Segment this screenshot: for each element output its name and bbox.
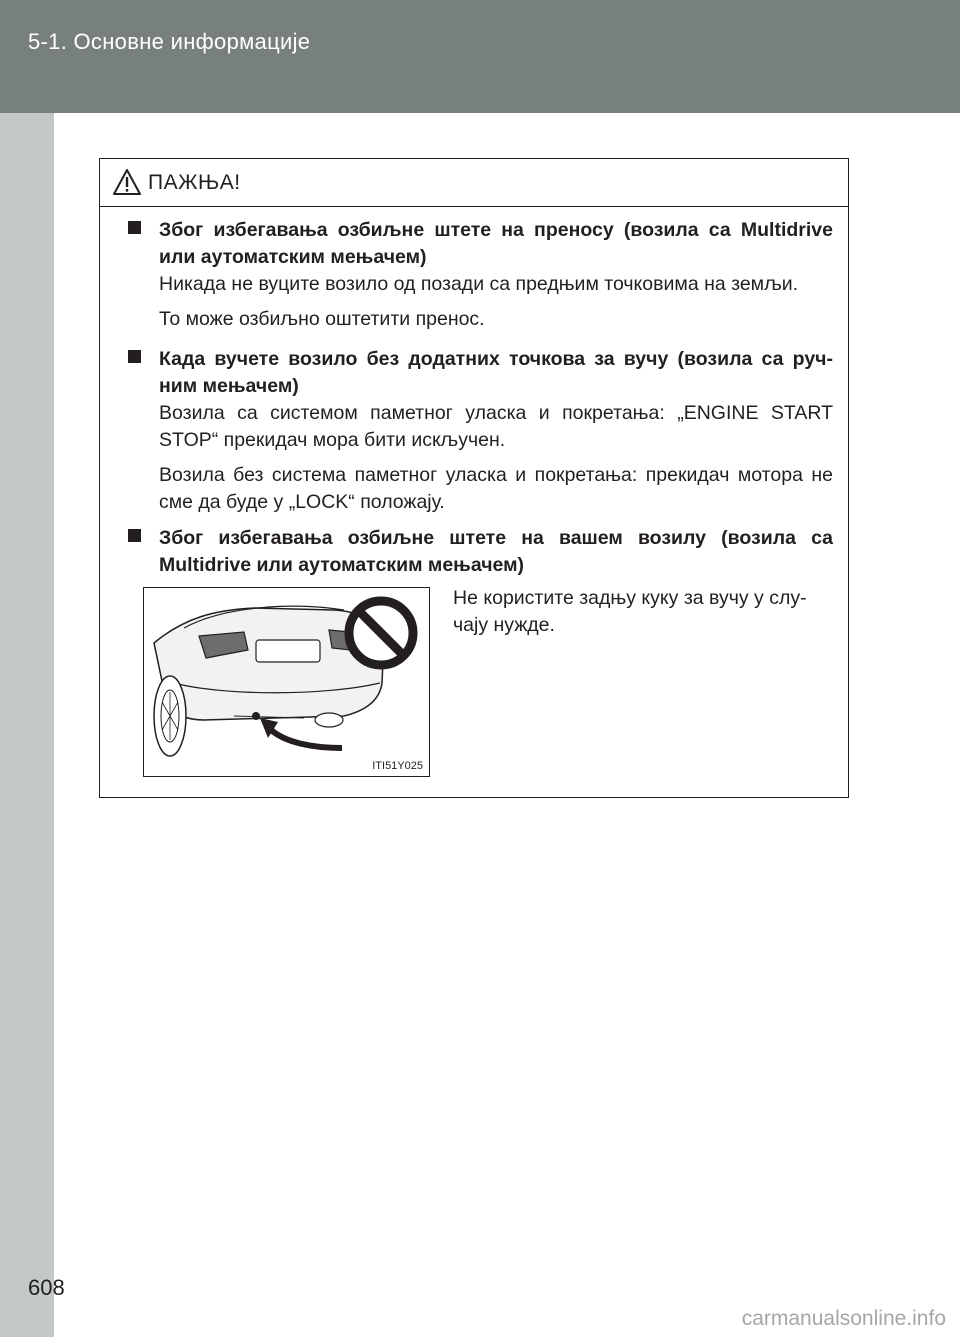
caution-section-manual <box>128 346 833 516</box>
caution-box <box>99 158 849 798</box>
square-bullet-icon <box>128 350 141 363</box>
figure-code: ITI51Y025 <box>372 760 423 772</box>
car-rear-illustration <box>144 588 430 777</box>
square-bullet-icon <box>128 529 141 542</box>
caution-header <box>100 159 848 207</box>
section-heading: Због избегавања озбиљне штете на вашем возилу (возила са Multidrive или аутоматским мењачем) <box>159 527 833 576</box>
paragraph: Возила са системом паметног уласка и покретања: „ENGINE START STOP“ прекидач мора бити искључен. <box>159 402 833 451</box>
paragraph: Возила без система паметног уласка и покретања: прекидач мотора не сме да буде у „LOCK“ положају. <box>159 464 833 513</box>
header-bar <box>0 0 960 113</box>
caution-section-transmission <box>128 217 833 333</box>
caution-section-vehicle <box>128 525 833 579</box>
paragraph: То може озбиљно оштетити пренос. <box>159 308 485 330</box>
watermark-text: carmanualsonline.info <box>741 1307 946 1330</box>
square-bullet-icon <box>128 221 141 234</box>
section-heading: Због избегавања озбиљне штете на преносу (возила са Multidrive или аутоматским мењачем) <box>159 219 833 268</box>
tow-hook-illustration <box>143 587 430 777</box>
section-heading: Када вучете возило без додатних точкова за вучу (возила са руч-ним мењачем) <box>159 348 833 397</box>
paragraph: Не користите задњу куку за вучу у слу-чају нужде. <box>453 587 807 636</box>
warning-triangle-icon <box>112 168 142 196</box>
paragraph: Никада не вуците возило од позади са предњим точковима на земљи. <box>159 273 799 295</box>
section-title: 5-1. Основне информације <box>28 29 311 54</box>
side-bar <box>0 113 54 1337</box>
page-number: 608 <box>28 1275 65 1300</box>
caution-title: ПАЖЊА! <box>148 171 241 194</box>
